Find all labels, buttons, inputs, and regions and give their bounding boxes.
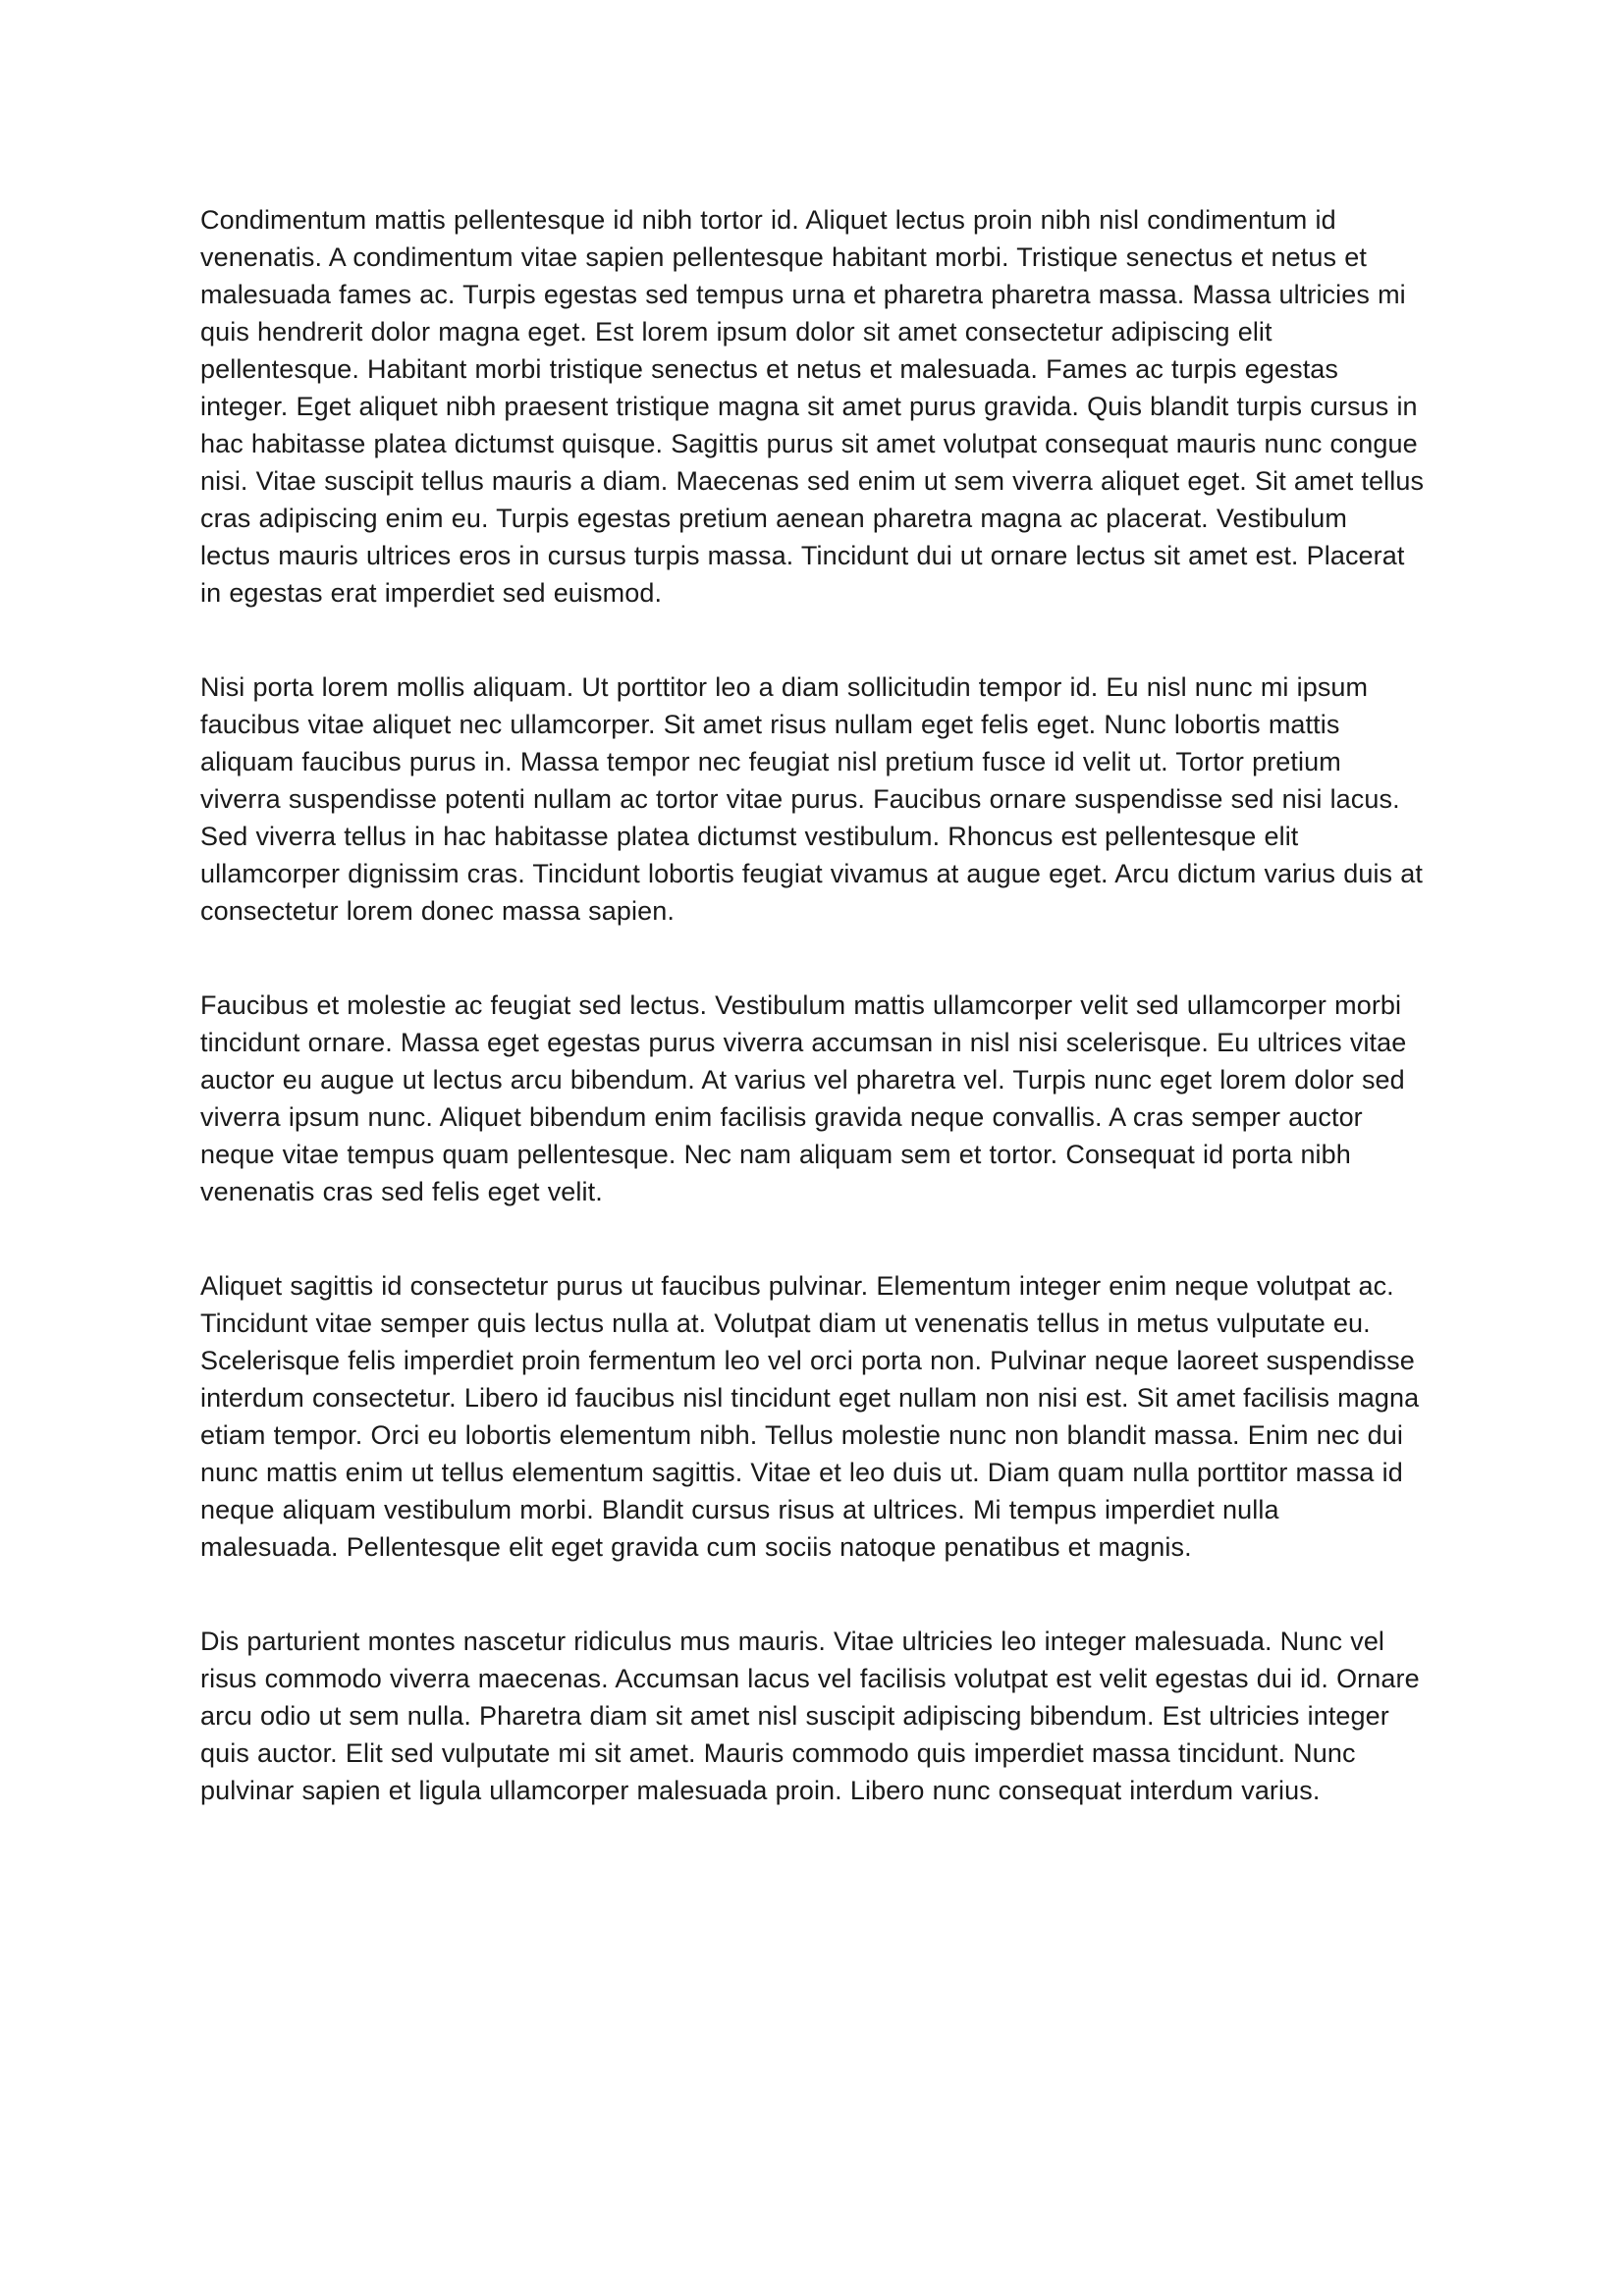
paragraph-1: Condimentum mattis pellentesque id nibh tortor id. Aliquet lectus proin nibh nisl condimentum id venenatis. A condimentum vitae sapien pellentesque habitant morbi. Tristique senectus et netus et malesuada fames ac. Turpis egestas sed tempus urna et pharetra pharetra massa. Massa ultricies mi quis hendrerit dolor magna eget. Est lorem ipsum dolor sit amet consectetur adipiscing elit pellentesque. Habitant morbi tristique senectus et netus et malesuada. Fames ac turpis egestas integer. Eget aliquet nibh praesent tristique magna sit amet purus gravida. Quis blandit turpis cursus in hac habitasse platea dictumst quisque. Sagittis purus sit amet volutpat consequat mauris nunc congue nisi. Vitae suscipit tellus mauris a diam. Maecenas sed enim ut sem viverra aliquet eget. Sit amet tellus cras adipiscing enim eu. Turpis egestas pretium aenean pharetra magna ac placerat. Vestibulum lectus mauris ultrices eros in cursus turpis massa. Tincidunt dui ut ornare lectus sit amet est. Placerat in egestas erat imperdiet sed euismod. [200,205,1425,608]
paragraph-2: Nisi porta lorem mollis aliquam. Ut porttitor leo a diam sollicitudin tempor id. Eu nisl nunc mi ipsum faucibus vitae aliquet nec ullamcorper. Sit amet risus nullam eget felis eget. Nunc lobortis mattis aliquam faucibus purus in. Massa tempor nec feugiat nisl pretium fusce id velit ut. Tortor pretium viverra suspendisse potenti nullam ac tortor vitae purus. Faucibus ornare suspendisse sed nisi lacus. Sed viverra tellus in hac habitasse platea dictumst vestibulum. Rhoncus est pellentesque elit ullamcorper dignissim cras. Tincidunt lobortis feugiat vivamus at augue eget. Arcu dictum varius duis at consectetur lorem donec massa sapien. [200,672,1423,926]
paragraph-3: Faucibus et molestie ac feugiat sed lectus. Vestibulum mattis ullamcorper velit sed ullamcorper morbi tincidunt ornare. Massa eget egestas purus viverra accumsan in nisl nisi scelerisque. Eu ultrices vitae auctor eu augue ut lectus arcu bibendum. At varius vel pharetra vel. Turpis nunc eget lorem dolor sed viverra ipsum nunc. Aliquet bibendum enim facilisis gravida neque convallis. A cras semper auctor neque vitae tempus quam pellentesque. Nec nam aliquam sem et tortor. Consequat id porta nibh venenatis cras sed felis eget velit. [200,990,1407,1206]
paragraph-5: Dis parturient montes nascetur ridiculus mus mauris. Vitae ultricies leo integer malesuada. Nunc vel risus commodo viverra maecenas. Accumsan lacus vel facilisis volutpat est velit egestas dui id. Ornare arcu odio ut sem nulla. Pharetra diam sit amet nisl suscipit adipiscing bibendum. Est ultricies integer quis auctor. Elit sed vulputate mi sit amet. Mauris commodo quis imperdiet massa tincidunt. Nunc pulvinar sapien et ligula ullamcorper malesuada proin. Libero nunc consequat interdum varius. [200,1627,1420,1805]
paragraph-4: Aliquet sagittis id consectetur purus ut faucibus pulvinar. Elementum integer enim neque volutpat ac. Tincidunt vitae semper quis lectus nulla at. Volutpat diam ut venenatis tellus in metus vulputate eu. Scelerisque felis imperdiet proin fermentum leo vel orci porta non. Pulvinar neque laoreet suspendisse interdum consectetur. Libero id faucibus nisl tincidunt eget nullam non nisi est. Sit amet facilisis magna etiam tempor. Orci eu lobortis elementum nibh. Tellus molestie nunc non blandit massa. Enim nec dui nunc mattis enim ut tellus elementum sagittis. Vitae et leo duis ut. Diam quam nulla porttitor massa id neque aliquam vestibulum morbi. Blandit cursus risus at ultrices. Mi tempus imperdiet nulla malesuada. Pellentesque elit eget gravida cum sociis natoque penatibus et magnis. [200,1271,1420,1562]
